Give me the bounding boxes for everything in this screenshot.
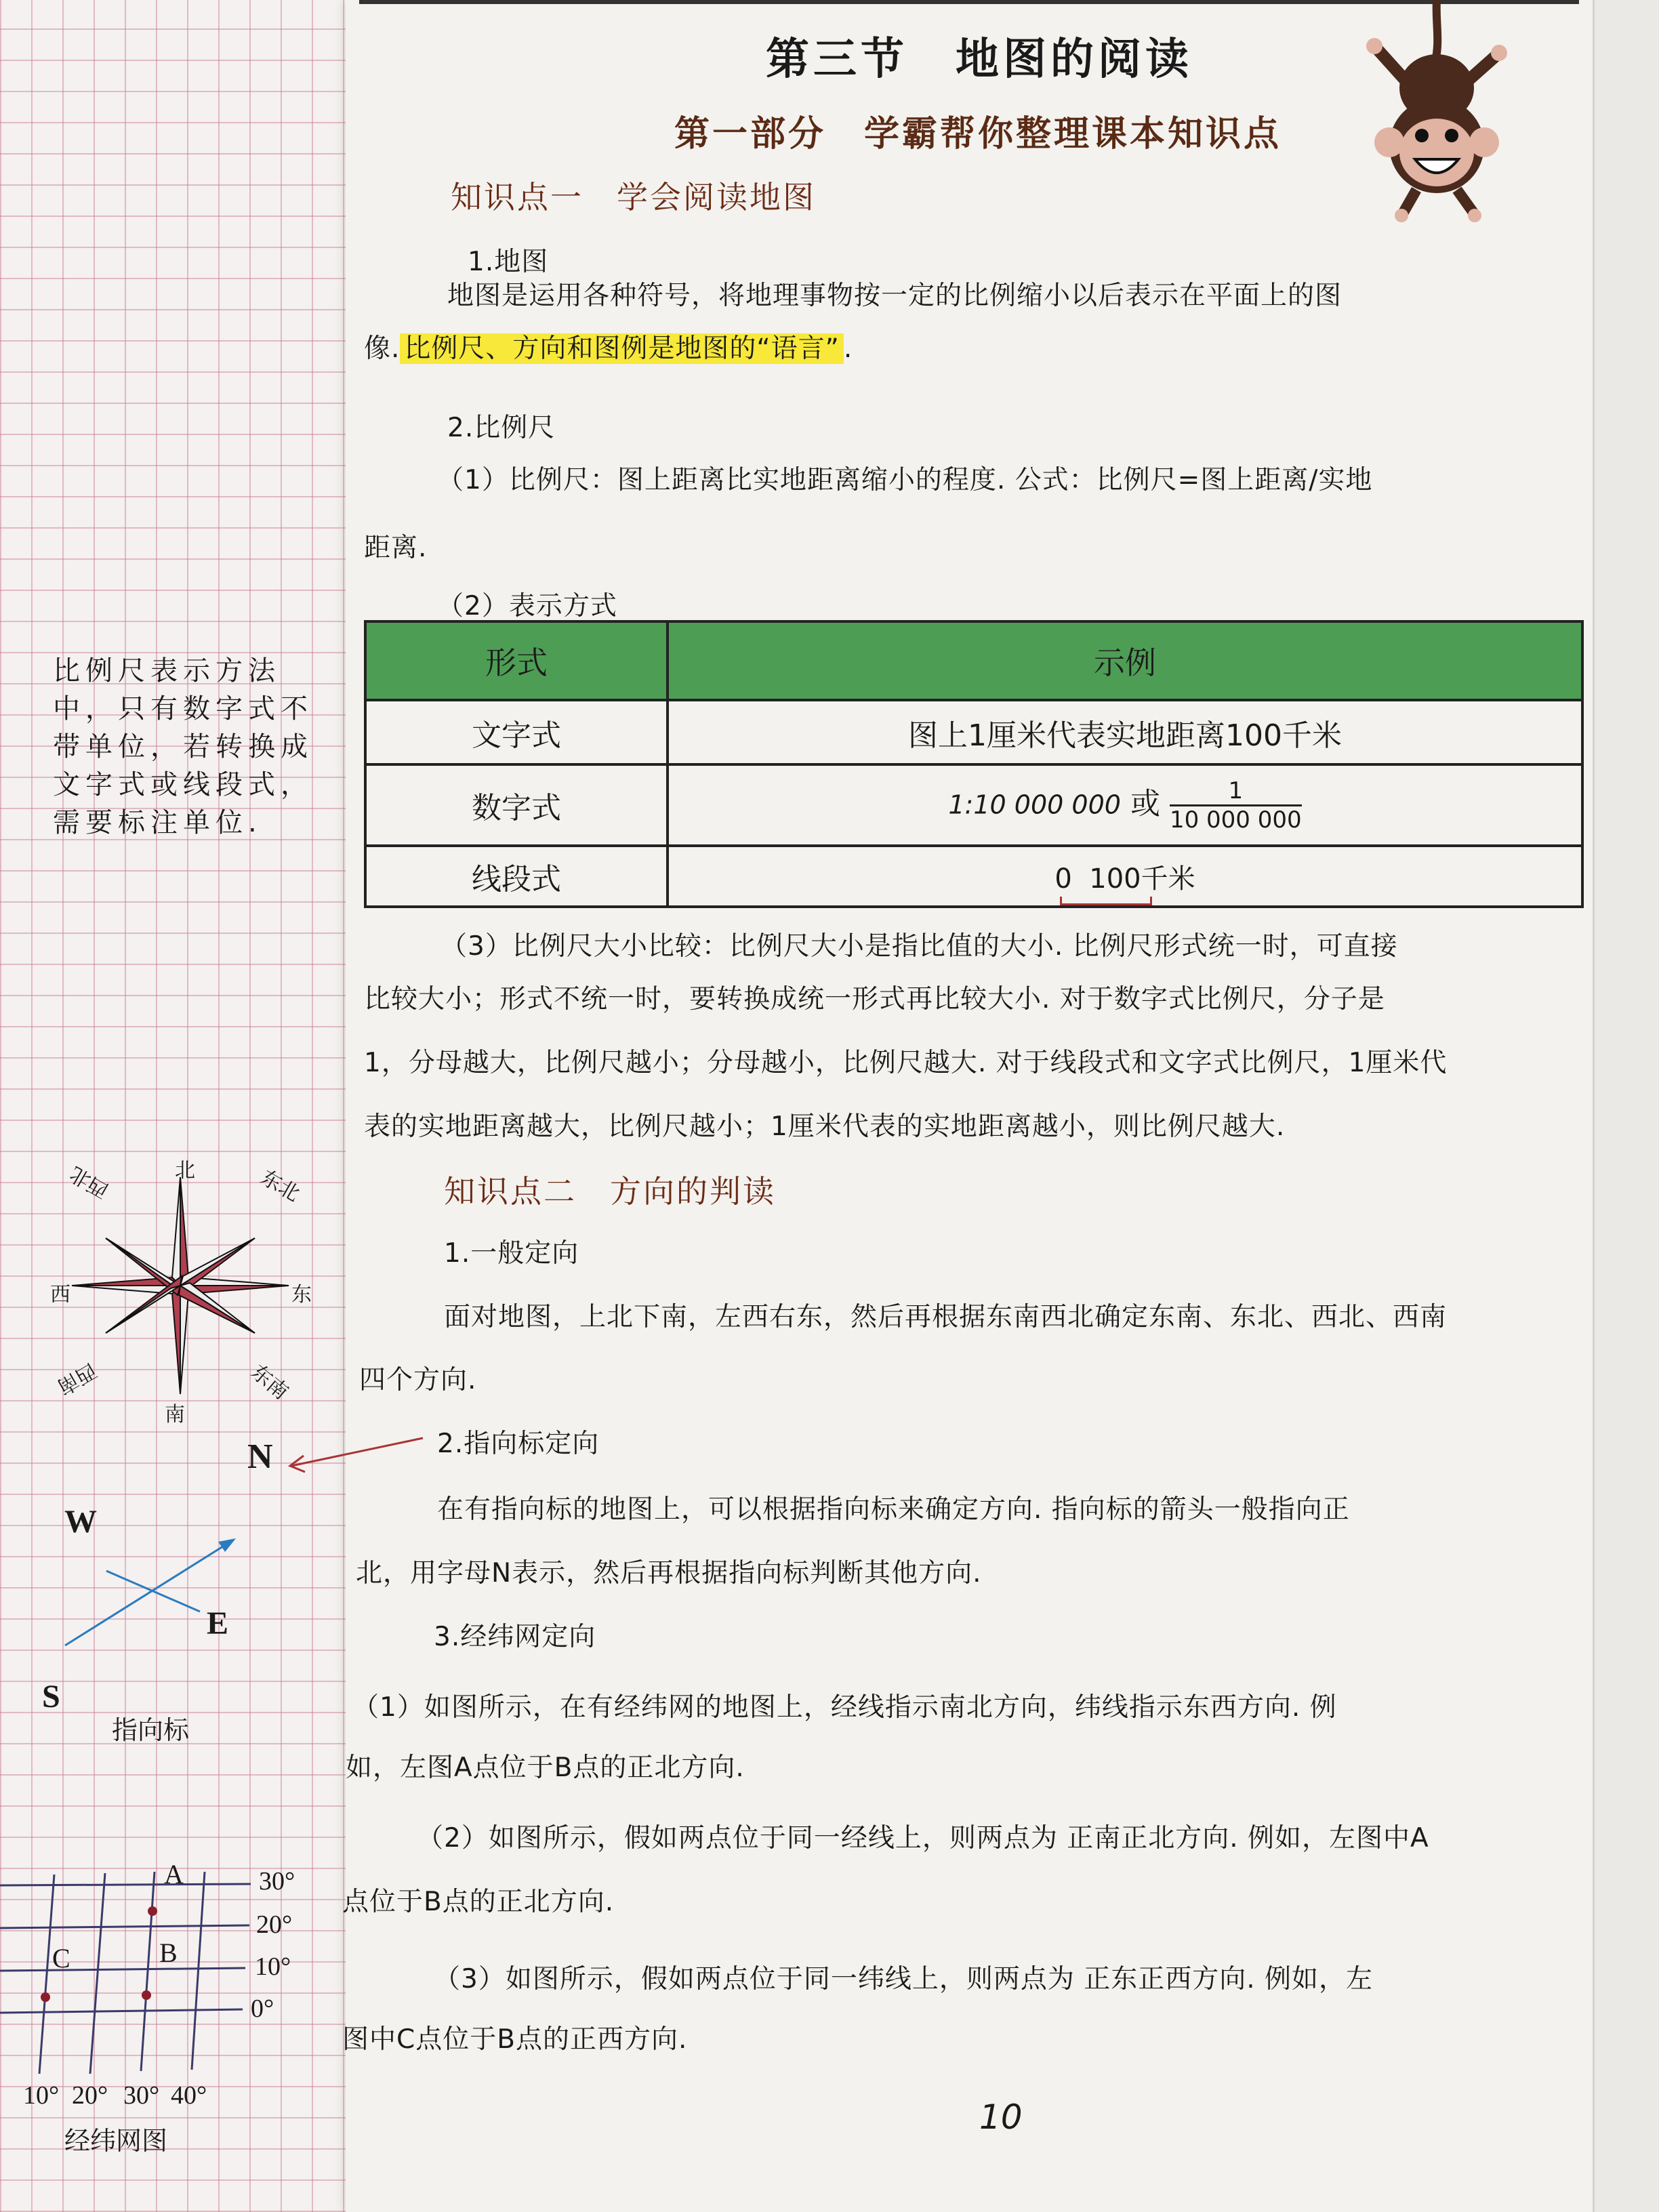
general-direction-subheading: 1.一般定向 (444, 1238, 579, 1269)
fraction (1170, 777, 1302, 834)
point-a-marker (148, 1906, 157, 1916)
header-example: 示例 (668, 621, 1582, 700)
compass-southeast: 东南 (246, 1359, 293, 1405)
compass-northwest: 西北 (66, 1161, 113, 1203)
ratio-value: 1:10 000 000 (948, 790, 1121, 819)
compass-north: 北 (175, 1159, 195, 1183)
lat-label: 0° (251, 1994, 274, 2023)
graticule-p3-line2: 图中C点位于B点的正西方向. (342, 2024, 688, 2055)
line-scale (1054, 857, 1195, 896)
side-note (53, 652, 313, 842)
lat-label: 10° (255, 1952, 291, 1981)
map-definition-line1: 地图是运用各种符号，将地理事物按一定的比例缩小以后表示在平面上的图 (447, 281, 1343, 311)
lon-label: 30° (123, 2081, 160, 2110)
knowledge-point-2-heading: 知识点二 方向的判读 (444, 1173, 776, 1210)
pointer-direction-line1: 在有指向标的地图上，可以根据指向标来确定方向. 指向标的箭头一般指向正 (437, 1494, 1350, 1525)
compass-northeast: 东北 (256, 1165, 304, 1207)
knowledge-point-1-heading: 知识点一 学会阅读地图 (451, 179, 816, 216)
part-subtitle: 第一部分 学霸帮你整理课本知识点 (674, 114, 1282, 155)
graticule-p1-line2: 如，左图A点位于B点的正北方向. (346, 1753, 745, 1783)
table-row (365, 700, 1582, 764)
graticule-p2-line1: （2）如图所示，假如两点位于同一经线上，则两点为 正南正北方向. 例如，左图中A (417, 1823, 1429, 1853)
side-note-line: 比例尺表示方法 (53, 655, 281, 687)
side-note-line: 中，只有数字式不 (53, 693, 313, 724)
scale-forms-table (364, 620, 1584, 908)
pointer-e: E (207, 1605, 229, 1641)
graticule-p3-line1: （3）如图所示，假如两点位于同一纬线上，则两点为 正东正西方向. 例如，左 (434, 1964, 1374, 1994)
lat-label: 30° (259, 1867, 295, 1896)
side-note-line: 文字式或线段式， (53, 769, 313, 800)
form-numeric: 数字式 (365, 764, 668, 846)
graticule-p2-line2: 点位于B点的正北方向. (342, 1887, 615, 1917)
example-text: 图上1厘米代表实地距离100千米 (668, 700, 1582, 764)
lon-label: 20° (72, 2081, 108, 2110)
map-definition-suffix: . (843, 333, 853, 364)
side-note-line: 带单位，若转换成 (53, 731, 313, 762)
next-page-edge (1593, 0, 1659, 2212)
lon-label: 10° (23, 2081, 60, 2110)
line-scale-zero: 0 (1054, 863, 1072, 895)
compass-south: 南 (165, 1403, 185, 1427)
scale-forms-heading: （2）表示方式 (437, 591, 617, 621)
example-numeric (668, 764, 1582, 846)
map-subheading: 1.地图 (468, 247, 549, 277)
point-b-marker (142, 1990, 151, 2000)
header-form: 形式 (365, 621, 668, 700)
page-number: 10 (979, 2097, 1023, 2137)
table-header-row (365, 621, 1582, 700)
map-definition-prefix: 像. (364, 333, 401, 364)
scale-compare-line2: 比较大小；形式不统一时，要转换成统一形式再比较大小. 对于数字式比例尺，分子是 (364, 984, 1385, 1015)
compass-west: 西 (50, 1283, 70, 1307)
north-arrow-line (65, 1542, 230, 1645)
pointer-direction-line2: 北，用字母N表示，然后再根据指向标判断其他方向. (356, 1558, 982, 1589)
example-line (668, 846, 1582, 907)
scale-definition-line2: 距离. (364, 533, 428, 563)
compass-east: 东 (291, 1283, 312, 1307)
graticule-p1-line1: （1）如图所示，在有经纬网的地图上，经线指示南北方向，纬线指示东西方向. 例 (352, 1692, 1337, 1723)
map-definition-line2 (364, 327, 853, 365)
table-row (365, 846, 1582, 907)
pointer-caption: 指向标 (112, 1715, 190, 1745)
line-scale-hundred: 100千米 (1089, 863, 1195, 895)
fraction-denominator: 10 000 000 (1169, 806, 1302, 834)
pointer-n: N (247, 1437, 273, 1476)
form-line: 线段式 (365, 846, 668, 907)
graticule-direction-subheading: 3.经纬网定向 (434, 1622, 596, 1652)
line-scale-bar (1060, 897, 1152, 905)
compass-southwest: 西南 (53, 1357, 100, 1399)
north-arrowhead-icon (218, 1538, 236, 1552)
lon-label: 40° (171, 2081, 207, 2110)
annotation-arrow-line (291, 1438, 423, 1466)
scale-compare-line1: （3）比例尺大小比较：比例尺大小是指比值的大小. 比例尺形式统一时，可直接 (441, 931, 1398, 962)
side-note-line: 需要标注单位. (53, 807, 262, 838)
scale-compare-line4: 表的实地距离越大，比例尺越小；1厘米代表的实地距离越小，则比例尺越大. (364, 1111, 1286, 1142)
point-c-marker (41, 1992, 50, 2002)
scale-compare-line3: 1，分母越大，比例尺越小；分母越小，比例尺越大. 对于线段式和文字式比例尺，1厘米代 (364, 1048, 1448, 1078)
graticule-caption: 经纬网图 (64, 2126, 168, 2156)
pointer-s: S (42, 1679, 60, 1715)
scale-definition-line1: （1）比例尺：图上距离比实地距离缩小的程度. 公式：比例尺=图上距离/实地 (437, 465, 1373, 495)
highlighted-map-language: 比例尺、方向和图例是地图的“语言” (400, 333, 843, 364)
general-direction-line1: 面对地图，上北下南，左西右东，然后再根据东南西北确定东南、东北、西北、西南 (444, 1302, 1448, 1332)
scale-subheading: 2.比例尺 (447, 413, 556, 443)
fraction-numerator: 1 (1170, 777, 1302, 806)
direction-pointer-diagram (0, 1423, 461, 1735)
monkey-illustration (1355, 0, 1518, 224)
lat-label: 20° (256, 1910, 293, 1939)
pointer-direction-subheading: 2.指向标定向 (437, 1429, 600, 1459)
point-b-label: B (159, 1938, 178, 1968)
pointer-w: W (64, 1504, 97, 1540)
form-text: 文字式 (365, 700, 668, 764)
east-west-line (106, 1571, 200, 1612)
point-a-label: A (164, 1859, 184, 1889)
section-title: 第三节 地图的阅读 (766, 35, 1193, 85)
general-direction-line2: 四个方向. (359, 1365, 477, 1395)
table-row (365, 764, 1582, 846)
or-label: 或 (1130, 786, 1160, 821)
point-c-label: C (52, 1943, 70, 1973)
